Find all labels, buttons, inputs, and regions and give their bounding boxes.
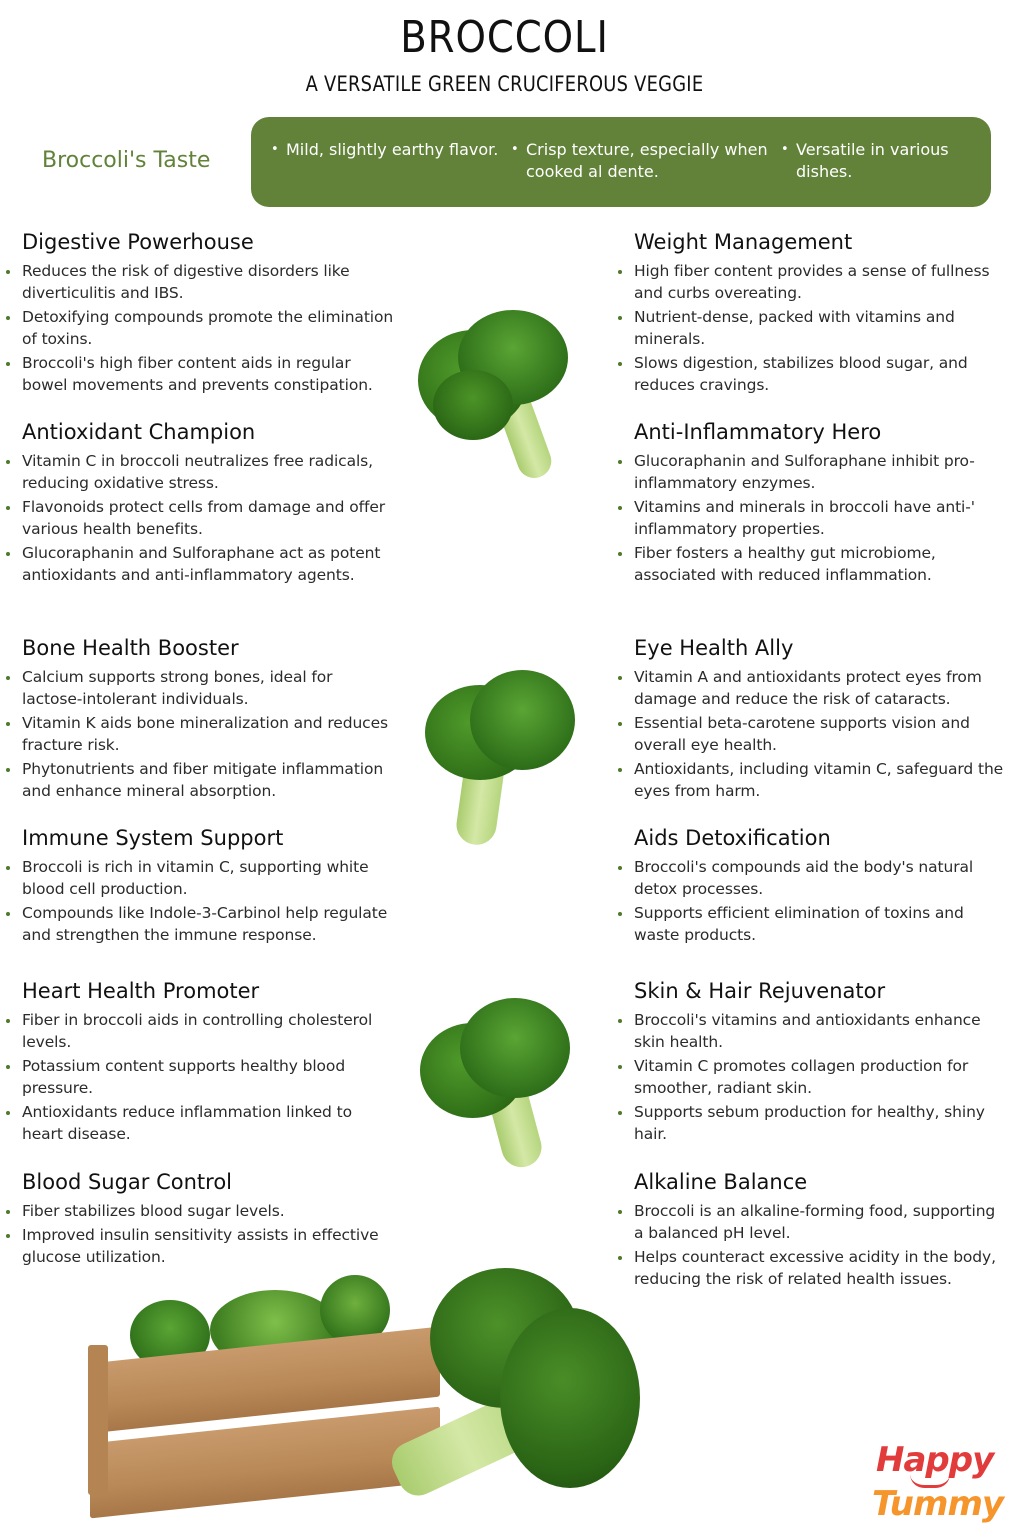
section-title: Blood Sugar Control: [22, 1170, 232, 1194]
bullet-item: Potassium content supports healthy blood pressure.: [0, 1055, 395, 1099]
bullet-item: Essential beta-carotene supports vision and overall eye health.: [612, 712, 1009, 756]
bullet-item: Antioxidants reduce inflammation linked to heart disease.: [0, 1101, 395, 1145]
taste-box: [251, 117, 991, 207]
bullet-item: Vitamin C in broccoli neutralizes free radicals, reducing oxidative stress.: [0, 450, 395, 494]
bullet-list: [612, 666, 1009, 802]
bullet-item: Supports sebum production for healthy, shiny hair.: [612, 1101, 1009, 1145]
section-title: Skin & Hair Rejuvenator: [634, 979, 886, 1003]
bullet-item: Vitamin K aids bone mineralization and reduces fracture risk.: [0, 712, 395, 756]
bullet-list: [0, 666, 395, 802]
bullet-item: Fiber stabilizes blood sugar levels.: [0, 1200, 395, 1222]
section-title: Anti-Inflammatory Hero: [634, 420, 882, 444]
bullet-item: Vitamin C promotes collagen production for smoother, radiant skin.: [612, 1055, 1009, 1099]
bullet-item: Fiber in broccoli aids in controlling cholesterol levels.: [0, 1009, 395, 1053]
section-antioxidant-champion: [0, 418, 395, 588]
section-title: Aids Detoxification: [634, 826, 831, 850]
taste-label: Broccoli's Taste: [42, 148, 211, 173]
logo-line2: Tummy: [872, 1484, 1004, 1524]
bullet-item: Calcium supports strong bones, ideal for lactose-intolerant individuals.: [0, 666, 395, 710]
section-title: Digestive Powerhouse: [22, 230, 254, 254]
bullet-list: [612, 856, 1009, 946]
bullet-item: Antioxidants, including vitamin C, safeguard the eyes from harm.: [612, 758, 1009, 802]
bullet-item: Broccoli's high fiber content aids in regular bowel movements and prevents constipation.: [0, 352, 395, 396]
bullet-item: Broccoli is rich in vitamin C, supporting white blood cell production.: [0, 856, 395, 900]
section-alkaline-balance: [612, 1168, 1009, 1292]
broccoli-image: [418, 310, 578, 480]
bullet-list: [0, 450, 395, 586]
broccoli-image: [425, 670, 580, 845]
section-title: Weight Management: [634, 230, 853, 254]
section-title: Antioxidant Champion: [22, 420, 256, 444]
bullet-list: [612, 1200, 1009, 1290]
broccoli-image: [420, 998, 575, 1168]
bullet-list: [0, 856, 395, 946]
section-title: Heart Health Promoter: [22, 979, 260, 1003]
section-eye-health-ally: [612, 634, 1009, 804]
bullet-list: [612, 450, 1009, 586]
bullet-item: Improved insulin sensitivity assists in effective glucose utilization.: [0, 1224, 395, 1268]
bullet-list: [612, 260, 1009, 396]
bullet-item: Helps counteract excessive acidity in the body, reducing the risk of related health issues.: [612, 1246, 1009, 1290]
taste-item: • Mild, slightly earthy flavor.: [271, 139, 511, 207]
bullet-item: Phytonutrients and fiber mitigate inflammation and enhance mineral absorption.: [0, 758, 395, 802]
section-digestive-powerhouse: [0, 228, 395, 398]
page-subtitle: A VERSATILE GREEN CRUCIFEROUS VEGGIE: [305, 72, 704, 96]
logo-line1: Happy: [876, 1440, 994, 1480]
section-anti-inflammatory-hero: [612, 418, 1009, 588]
bullet-item: High fiber content provides a sense of fullness and curbs overeating.: [612, 260, 1009, 304]
section-heart-health-promoter: [0, 977, 395, 1147]
section-title: Eye Health Ally: [634, 636, 794, 660]
bullet-item: Vitamin A and antioxidants protect eyes from damage and reduce the risk of cataracts.: [612, 666, 1009, 710]
section-bone-health-booster: [0, 634, 395, 804]
bullet-item: Glucoraphanin and Sulforaphane inhibit pro-inflammatory enzymes.: [612, 450, 1009, 494]
section-weight-management: [612, 228, 1009, 398]
bullet-item: Slows digestion, stabilizes blood sugar, and reduces cravings.: [612, 352, 1009, 396]
happy-tummy-logo: [868, 1440, 1004, 1530]
bullet-list: [0, 1200, 395, 1268]
page-title: BROCCOLI: [400, 12, 609, 63]
bullet-item: Glucoraphanin and Sulforaphane act as potent antioxidants and anti-inflammatory agents.: [0, 542, 395, 586]
bullet-list: [0, 1009, 395, 1145]
bullet-item: Fiber fosters a healthy gut microbiome, associated with reduced inflammation.: [612, 542, 1009, 586]
bullet-item: Supports efficient elimination of toxins and waste products.: [612, 902, 1009, 946]
section-title: Bone Health Booster: [22, 636, 239, 660]
bullet-item: Reduces the risk of digestive disorders like diverticulitis and IBS.: [0, 260, 395, 304]
taste-item: • Crisp texture, especially when cooked al dente.: [511, 139, 781, 207]
bullet-item: Vitamins and minerals in broccoli have anti-' inflammatory properties.: [612, 496, 1009, 540]
taste-item: • Versatile in various dishes.: [781, 139, 981, 207]
section-blood-sugar-control: [0, 1168, 395, 1270]
section-immune-system-support: [0, 824, 395, 948]
bullet-item: Broccoli's vitamins and antioxidants enhance skin health.: [612, 1009, 1009, 1053]
bullet-item: Broccoli's compounds aid the body's natural detox processes.: [612, 856, 1009, 900]
bullet-item: Broccoli is an alkaline-forming food, supporting a balanced pH level.: [612, 1200, 1009, 1244]
section-skin-hair-rejuvenator: [612, 977, 1009, 1147]
section-title: Alkaline Balance: [634, 1170, 808, 1194]
bullet-item: Compounds like Indole-3-Carbinol help regulate and strengthen the immune response.: [0, 902, 395, 946]
bullet-list: [0, 260, 395, 396]
section-title: Immune System Support: [22, 826, 284, 850]
bullet-list: [612, 1009, 1009, 1145]
bullet-item: Nutrient-dense, packed with vitamins and minerals.: [612, 306, 1009, 350]
bullet-item: Detoxifying compounds promote the elimination of toxins.: [0, 306, 395, 350]
bullet-item: Flavonoids protect cells from damage and offer various health benefits.: [0, 496, 395, 540]
section-aids-detoxification: [612, 824, 1009, 948]
broccoli-large-image: [370, 1268, 640, 1518]
